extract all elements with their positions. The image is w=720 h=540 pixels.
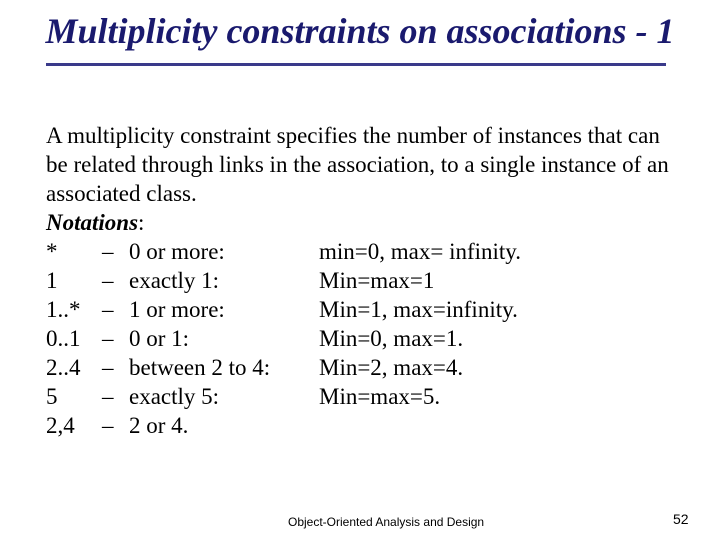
notation-symbol: 5 [46, 384, 58, 409]
notations-colon: : [138, 210, 145, 235]
notation-range: Min=0, max=1. [319, 326, 464, 351]
slide-body [46, 121, 686, 440]
notation-symbol: 1..* [46, 297, 81, 322]
notation-symbol: 2..4 [46, 355, 81, 380]
notation-description: 0 or 1: [129, 326, 190, 351]
slide-title: Multiplicity constraints on associations - 1 [45, 11, 675, 51]
notation-symbol: 0..1 [46, 326, 81, 351]
notation-dash: – [102, 268, 114, 293]
notation-description: between 2 to 4: [129, 355, 271, 380]
notation-range: Min=max=1 [319, 268, 435, 293]
notation-range: Min=max=5. [319, 384, 441, 409]
notation-row [46, 266, 686, 295]
notation-row [46, 382, 686, 411]
notations-label: Notations [46, 210, 139, 235]
notation-dash: – [102, 355, 114, 380]
notation-symbol: 2,4 [46, 413, 75, 438]
notation-row [46, 353, 686, 382]
slide-footer: Object-Oriented Analysis and Design [288, 515, 485, 529]
notation-symbol: 1 [46, 268, 58, 293]
notation-description: exactly 1: [129, 268, 220, 293]
title-divider [46, 63, 666, 66]
notation-description: 2 or 4. [129, 413, 189, 438]
notation-dash: – [102, 326, 114, 351]
notation-dash: – [102, 384, 114, 409]
notation-symbol: * [46, 239, 58, 264]
notation-description: 0 or more: [129, 239, 225, 264]
notation-range: Min=1, max=infinity. [319, 297, 518, 322]
notation-row [46, 411, 686, 440]
notation-description: exactly 5: [129, 384, 220, 409]
notation-dash: – [102, 297, 114, 322]
notation-row [46, 237, 686, 266]
intro-paragraph: A multiplicity constraint specifies the number of instances that can be related through links in the association, to a single instance of an associated class. [46, 123, 669, 206]
notation-range: Min=2, max=4. [319, 355, 464, 380]
page-number: 52 [673, 511, 689, 527]
notation-row [46, 324, 686, 353]
notation-dash: – [102, 239, 114, 264]
notations-heading [46, 208, 686, 237]
notation-description: 1 or more: [129, 297, 225, 322]
notation-row [46, 295, 686, 324]
notation-dash: – [102, 413, 114, 438]
notation-range: min=0, max= infinity. [319, 239, 522, 264]
